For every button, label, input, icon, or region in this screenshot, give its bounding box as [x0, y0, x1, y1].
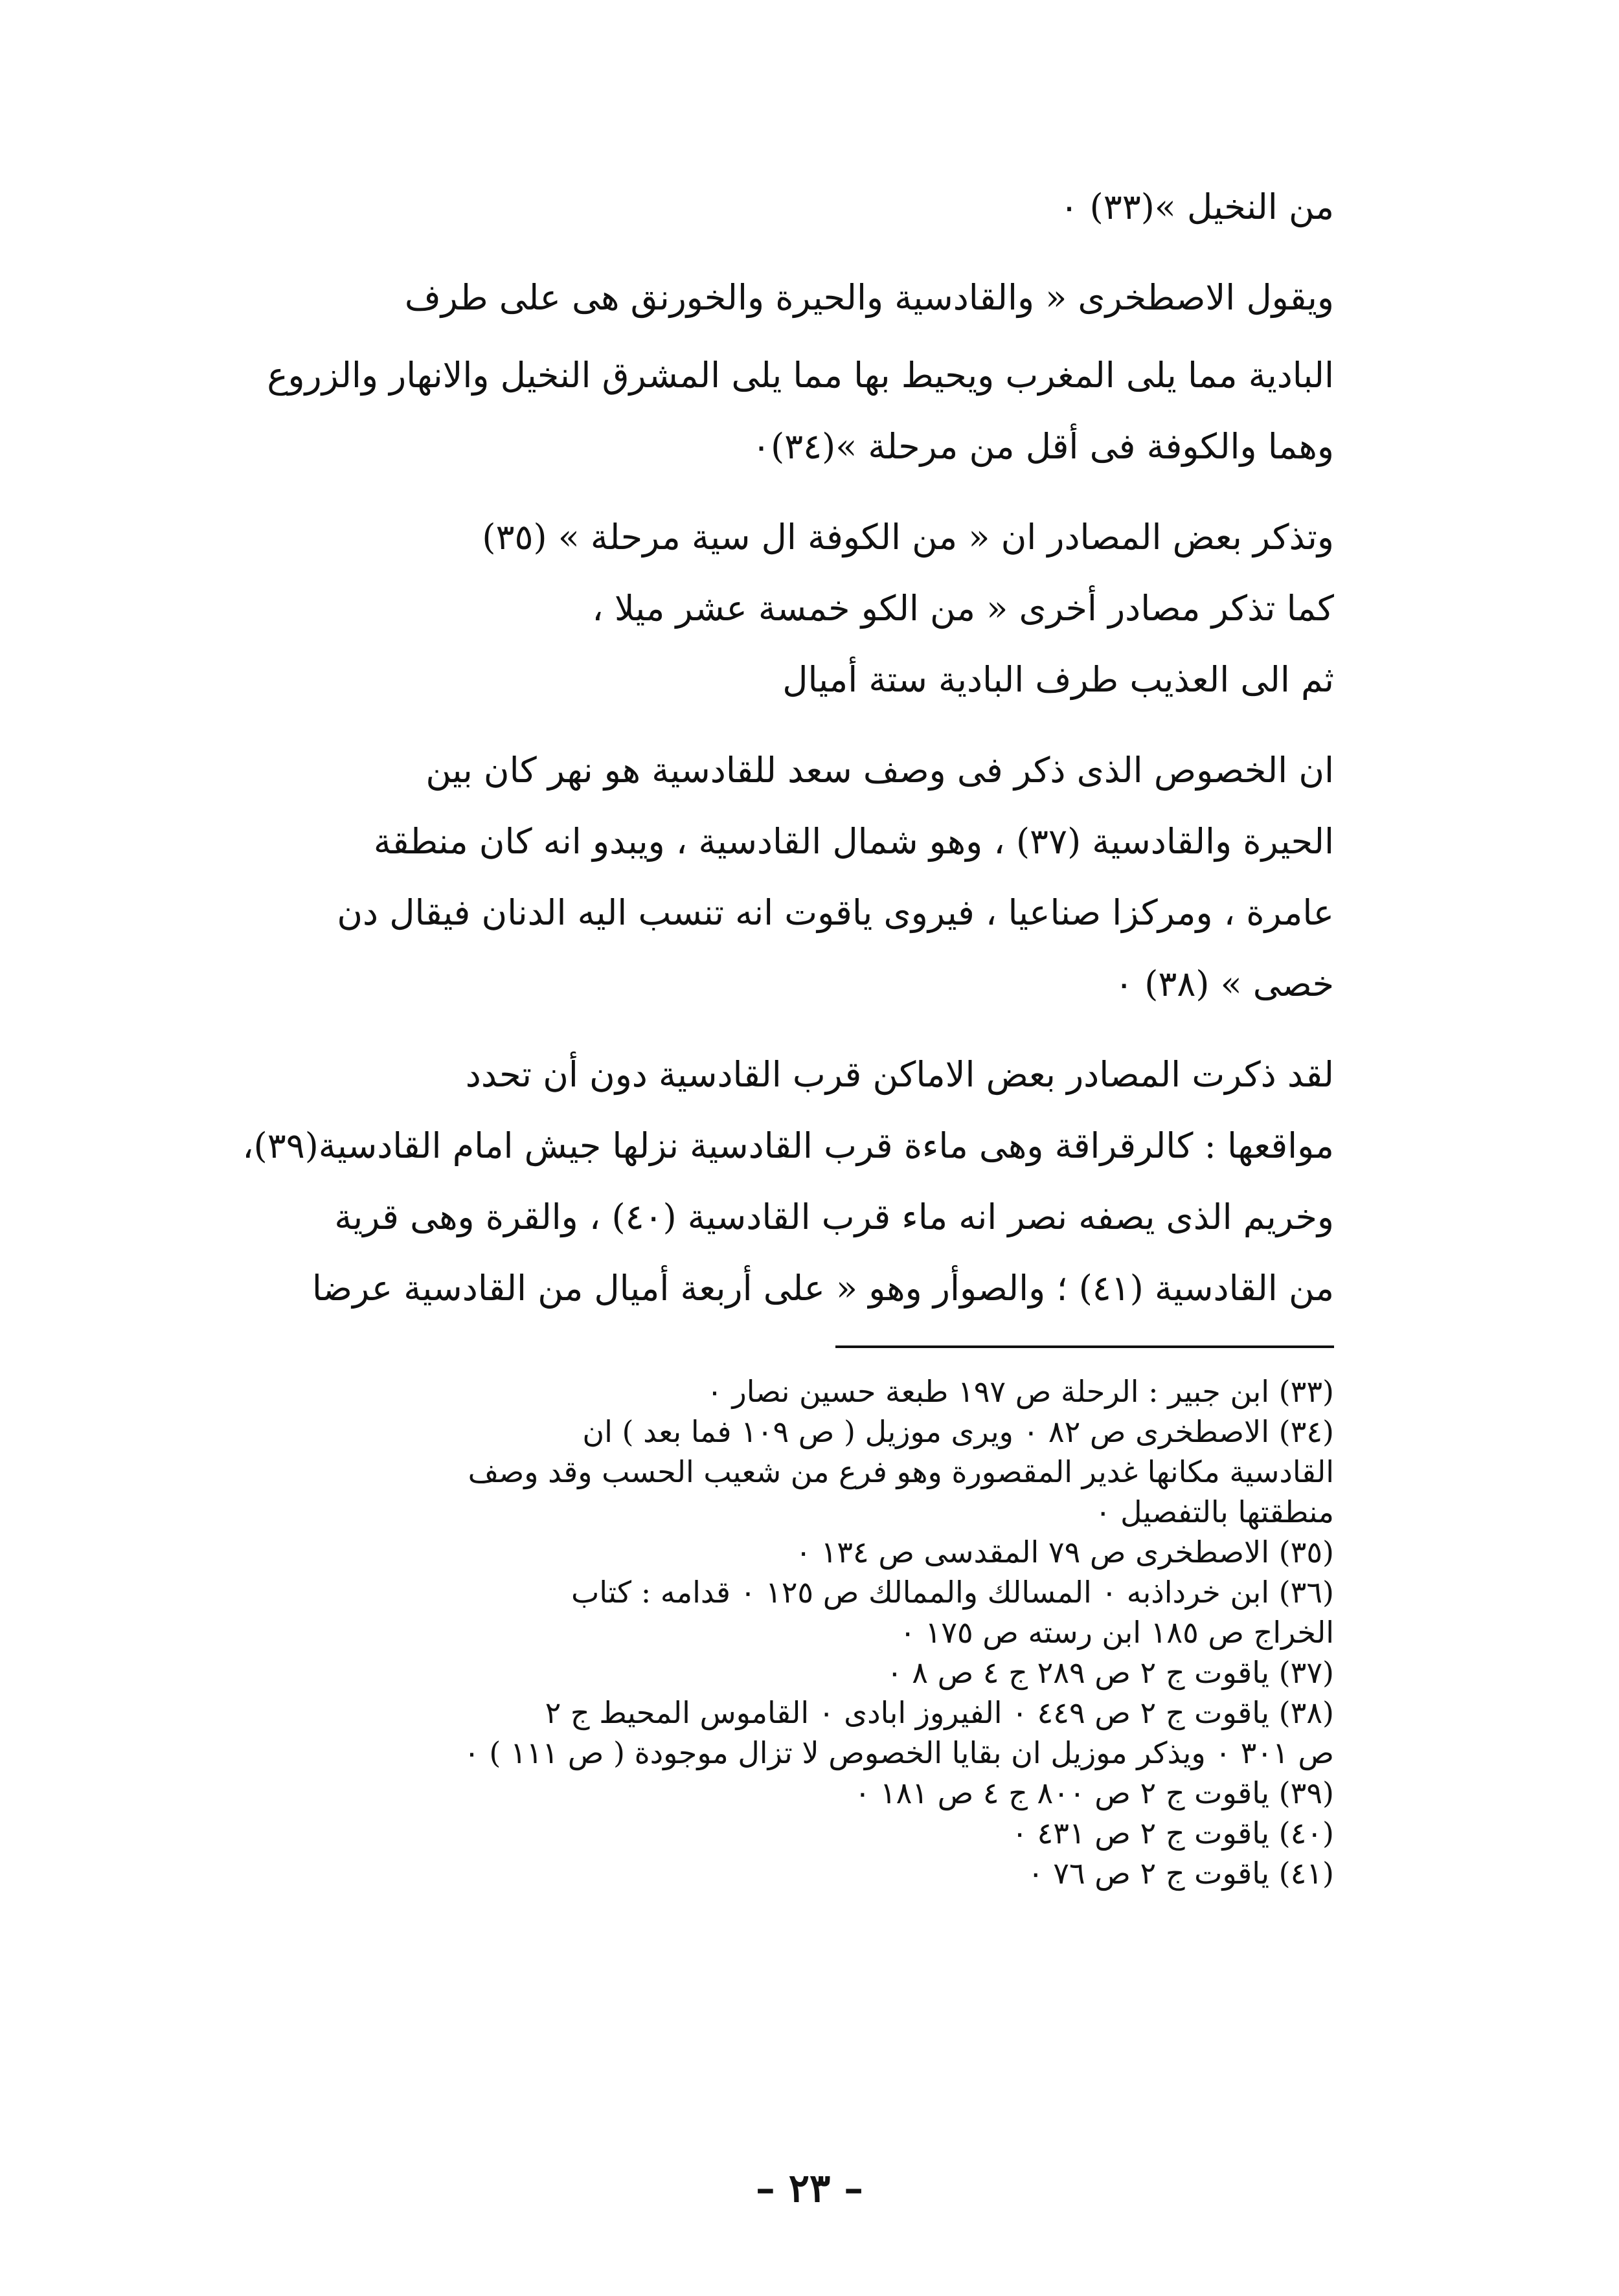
footnote-line-6: (٣٦) ابن خرداذبه ٠ المسالك والممالك ص ١٢٥ ٠ قدامه : كتاب: [571, 1575, 1334, 1610]
body-line-2: ويقول الاصطخرى « والقادسية والحيرة والخورنق هى على طرف: [404, 277, 1334, 318]
footnote-line-1: (٣٣) ابن جبير : الرحلة ص ١٩٧ طبعة حسين نصار ٠: [707, 1374, 1334, 1409]
body-line-11: خصى » (٣٨) ٠: [1115, 963, 1334, 1004]
body-line-9: الحيرة والقادسية (٣٧) ، وهو شمال القادسية ، ويبدو انه كان منطقة: [373, 821, 1334, 862]
body-line-15: من القادسية (٤١) ؛ والصوأر وهو « على أربعة أميال من القادسية عرضا: [311, 1268, 1334, 1309]
body-line-3: البادية مما يلى المغرب ويحيط بها مما يلى المشرق النخيل والانهار والزروع: [267, 355, 1334, 396]
body-line-4: وهما والكوفة فى أقل من مرحلة »(٣٤)٠: [752, 426, 1334, 467]
footnote-line-13: (٤١) ياقوت ج ٢ ص ٧٦ ٠: [1027, 1856, 1334, 1891]
body-line-12: لقد ذكرت المصادر بعض الاماكن قرب القادسية دون أن تحدد: [465, 1054, 1334, 1095]
body-line-14: وخريم الذى يصفه نصر انه ماء قرب القادسية (٤٠) ، والقرة وهى قرية: [334, 1197, 1334, 1237]
footnote-line-4: منطقتها بالتفصيل ٠: [1094, 1494, 1334, 1529]
body-line-1: من النخيل »(٣٣) ٠: [1059, 186, 1334, 227]
footnote-line-2: (٣٤) الاصطخرى ص ٨٢ ٠ ويرى موزيل ( ص ١٠٩ فما بعد ) ان: [582, 1414, 1334, 1449]
body-line-5: وتذكر بعض المصادر ان « من الكوفة ال سية مرحلة » (٣٥): [482, 517, 1334, 557]
footnote-line-9: (٣٨) ياقوت ج ٢ ص ٤٤٩ ٠ الفيروز ابادى ٠ القاموس المحيط ج ٢: [545, 1695, 1334, 1730]
footnote-line-7: الخراج ص ١٨٥ ابن رسته ص ١٧٥ ٠: [900, 1615, 1334, 1650]
footnote-line-5: (٣٥) الاصطخرى ص ٧٩ المقدسى ص ١٣٤ ٠: [795, 1535, 1334, 1570]
footnote-line-10: ص ٣٠١ ٠ ويذكر موزيل ان بقايا الخصوص لا تزال موجودة ( ص ١١١ ) ٠: [464, 1735, 1334, 1770]
footnote-line-3: القادسية مكانها غدير المقصورة وهو فرع من شعيب الحسب وقد وصف: [468, 1454, 1334, 1489]
body-line-10: عامرة ، ومركزا صناعيا ، فيروى ياقوت انه تنسب اليه الدنان فيقال دن: [337, 892, 1334, 933]
body-line-13: مواقعها : كالرقراقة وهى ماءة قرب القادسية نزلها جيش امام القادسية(٣٩)،: [242, 1125, 1334, 1166]
body-line-6: كما تذكر مصادر أخرى « من الكو خمسة عشر ميلا ،: [592, 588, 1334, 629]
body-line-8: ان الخصوص الذى ذكر فى وصف سعد للقادسية هو نهر كان بين: [425, 750, 1334, 791]
footnote-line-8: (٣٧) ياقوت ج ٢ ص ٢٨٩ ج ٤ ص ٨ ٠: [886, 1655, 1334, 1690]
body-line-7: ثم الى العذيب طرف البادية ستة أميال: [782, 659, 1334, 700]
footnote-line-11: (٣٩) ياقوت ج ٢ ص ٨٠٠ ج ٤ ص ١٨١ ٠: [854, 1775, 1334, 1810]
footnote-divider: [835, 1345, 1334, 1348]
page-number: – ٢٣ –: [755, 2166, 864, 2211]
footnote-line-12: (٤٠) ياقوت ج ٢ ص ٤٣١ ٠: [1012, 1816, 1334, 1851]
